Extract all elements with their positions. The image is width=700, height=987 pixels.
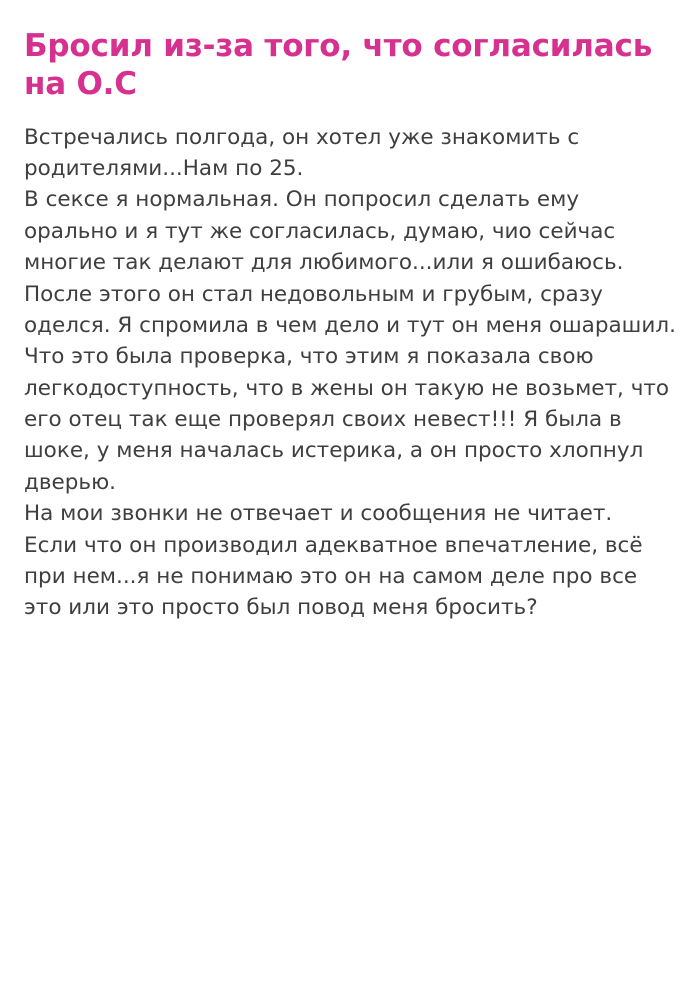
post-paragraph: Встречались полгода, он хотел уже знакомить с родителями...Нам по 25. — [24, 124, 587, 181]
post-body — [24, 122, 683, 624]
post-paragraph: После этого он стал недовольным и грубым, сразу оделся. Я спромила в чем дело и тут он меня ошарашил. Что это была проверка, что этим я показала свою легкодоступность, что в жены он такую не возьмет, что его отец так еще проверял своих невест!!! Я была в шоке, у меня началась истерика, а он просто хлопнул дверью. — [24, 281, 683, 495]
post-paragraph: Если что он производил адекватное впечатление, всё при нем...я не понимаю это он на самом деле про все это или это просто был повод меня бросить? — [24, 532, 650, 621]
post-paragraph: В сексе я нормальная. Он попросил сделать ему орально и я тут же согласилась, думаю, чио сейчас многие так делают для любимого...или я ошибаюсь. — [24, 187, 624, 276]
page-title: Бросил из-за того, что согласилась на О.С — [24, 28, 653, 102]
post-paragraph: На мои звонки не отвечает и сообщения не читает. — [24, 501, 613, 527]
